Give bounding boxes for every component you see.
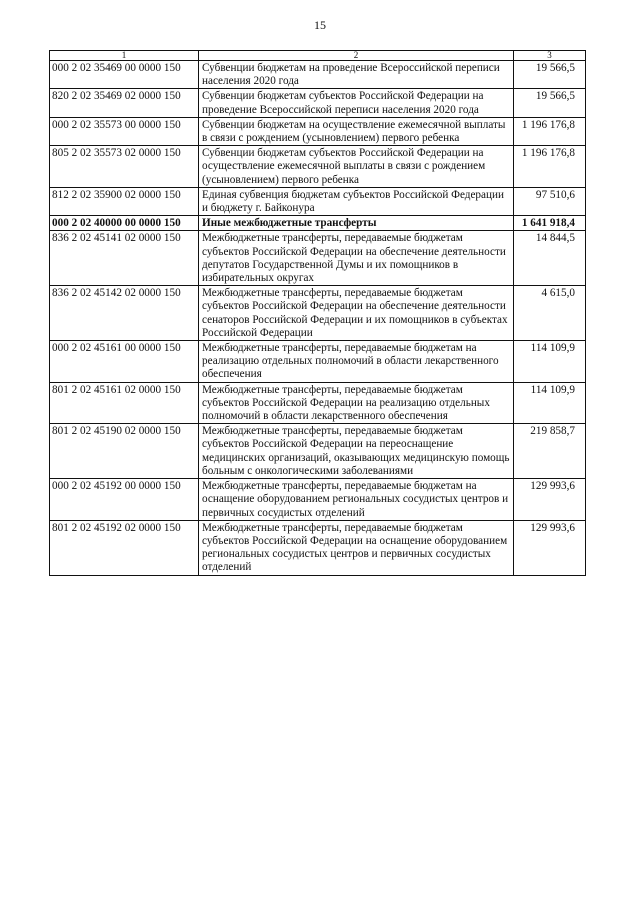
amount-cell: 1 196 176,8 [514, 117, 586, 145]
description-cell: Субвенции бюджетам на проведение Всероссийской переписи населения 2020 года [199, 61, 514, 89]
description-cell: Субвенции бюджетам на осуществление ежемесячной выплаты в связи с рождением (усыновлением) первого ребенка [199, 117, 514, 145]
table-row [50, 286, 586, 341]
page-number: 15 [314, 18, 326, 32]
budget-table [49, 50, 586, 576]
amount-cell: 19 566,5 [514, 61, 586, 89]
table-row [50, 146, 586, 188]
amount-cell: 1 196 176,8 [514, 146, 586, 188]
budget-code-cell: 801 2 02 45161 02 0000 150 [50, 382, 199, 424]
amount-cell: 1 641 918,4 [514, 216, 586, 231]
budget-code-cell: 836 2 02 45142 02 0000 150 [50, 286, 199, 341]
table-row [50, 216, 586, 231]
description-cell: Единая субвенция бюджетам субъектов Российской Федерации и бюджету г. Байконура [199, 187, 514, 215]
budget-code-cell: 820 2 02 35469 02 0000 150 [50, 89, 199, 117]
budget-code-cell: 000 2 02 40000 00 0000 150 [50, 216, 199, 231]
table-row [50, 187, 586, 215]
description-cell: Межбюджетные трансферты, передаваемые бюджетам субъектов Российской Федерации на реализацию отдельных полномочий в области лекарственного обеспечения [199, 382, 514, 424]
budget-code-cell: 836 2 02 45141 02 0000 150 [50, 231, 199, 286]
description-cell: Межбюджетные трансферты, передаваемые бюджетам субъектов Российской Федерации на оснащение оборудованием региональных сосудистых центров и первичных сосудистых отделений [199, 520, 514, 575]
column-header-name: 2 [199, 51, 514, 61]
budget-code-cell: 812 2 02 35900 02 0000 150 [50, 187, 199, 215]
table-header-row [50, 51, 586, 61]
amount-cell: 14 844,5 [514, 231, 586, 286]
amount-cell: 129 993,6 [514, 520, 586, 575]
description-cell: Межбюджетные трансферты, передаваемые бюджетам на реализацию отдельных полномочий в области лекарственного обеспечения [199, 341, 514, 383]
budget-code-cell: 801 2 02 45190 02 0000 150 [50, 424, 199, 479]
description-cell: Межбюджетные трансферты, передаваемые бюджетам субъектов Российской Федерации на переоснащение медицинских организаций, оказывающих медицинскую помощь больным с онкологическими заболеваниями [199, 424, 514, 479]
budget-code-cell: 000 2 02 45161 00 0000 150 [50, 341, 199, 383]
budget-code-cell: 801 2 02 45192 02 0000 150 [50, 520, 199, 575]
column-header-amount: 3 [514, 51, 586, 61]
column-header-code: 1 [50, 51, 199, 61]
budget-code-cell: 000 2 02 35573 00 0000 150 [50, 117, 199, 145]
budget-code-cell: 805 2 02 35573 02 0000 150 [50, 146, 199, 188]
table-header [50, 51, 586, 61]
table-row [50, 382, 586, 424]
amount-cell: 129 993,6 [514, 479, 586, 521]
description-cell: Межбюджетные трансферты, передаваемые бюджетам субъектов Российской Федерации на обеспечение деятельности сенаторов Российской Федерации и их помощников в субъектах Российской Федерации [199, 286, 514, 341]
table-row [50, 479, 586, 521]
amount-cell: 4 615,0 [514, 286, 586, 341]
table-row [50, 89, 586, 117]
description-cell: Субвенции бюджетам субъектов Российской Федерации на осуществление ежемесячной выплаты в связи с рождением (усыновлением) первого ребенка [199, 146, 514, 188]
description-cell: Иные межбюджетные трансферты [199, 216, 514, 231]
amount-cell: 114 109,9 [514, 382, 586, 424]
description-cell: Субвенции бюджетам субъектов Российской Федерации на проведение Всероссийской переписи населения 2020 года [199, 89, 514, 117]
budget-code-cell: 000 2 02 35469 00 0000 150 [50, 61, 199, 89]
table-row [50, 231, 586, 286]
table-row [50, 341, 586, 383]
description-cell: Межбюджетные трансферты, передаваемые бюджетам субъектов Российской Федерации на обеспечение деятельности депутатов Государственной Думы и их помощников в избирательных округах [199, 231, 514, 286]
amount-cell: 219 858,7 [514, 424, 586, 479]
table-row [50, 424, 586, 479]
table-row [50, 520, 586, 575]
table-row [50, 61, 586, 89]
amount-cell: 19 566,5 [514, 89, 586, 117]
budget-code-cell: 000 2 02 45192 00 0000 150 [50, 479, 199, 521]
amount-cell: 97 510,6 [514, 187, 586, 215]
description-cell: Межбюджетные трансферты, передаваемые бюджетам на оснащение оборудованием региональных сосудистых центров и первичных сосудистых отделений [199, 479, 514, 521]
table-body [50, 61, 586, 576]
amount-cell: 114 109,9 [514, 341, 586, 383]
table-row [50, 117, 586, 145]
